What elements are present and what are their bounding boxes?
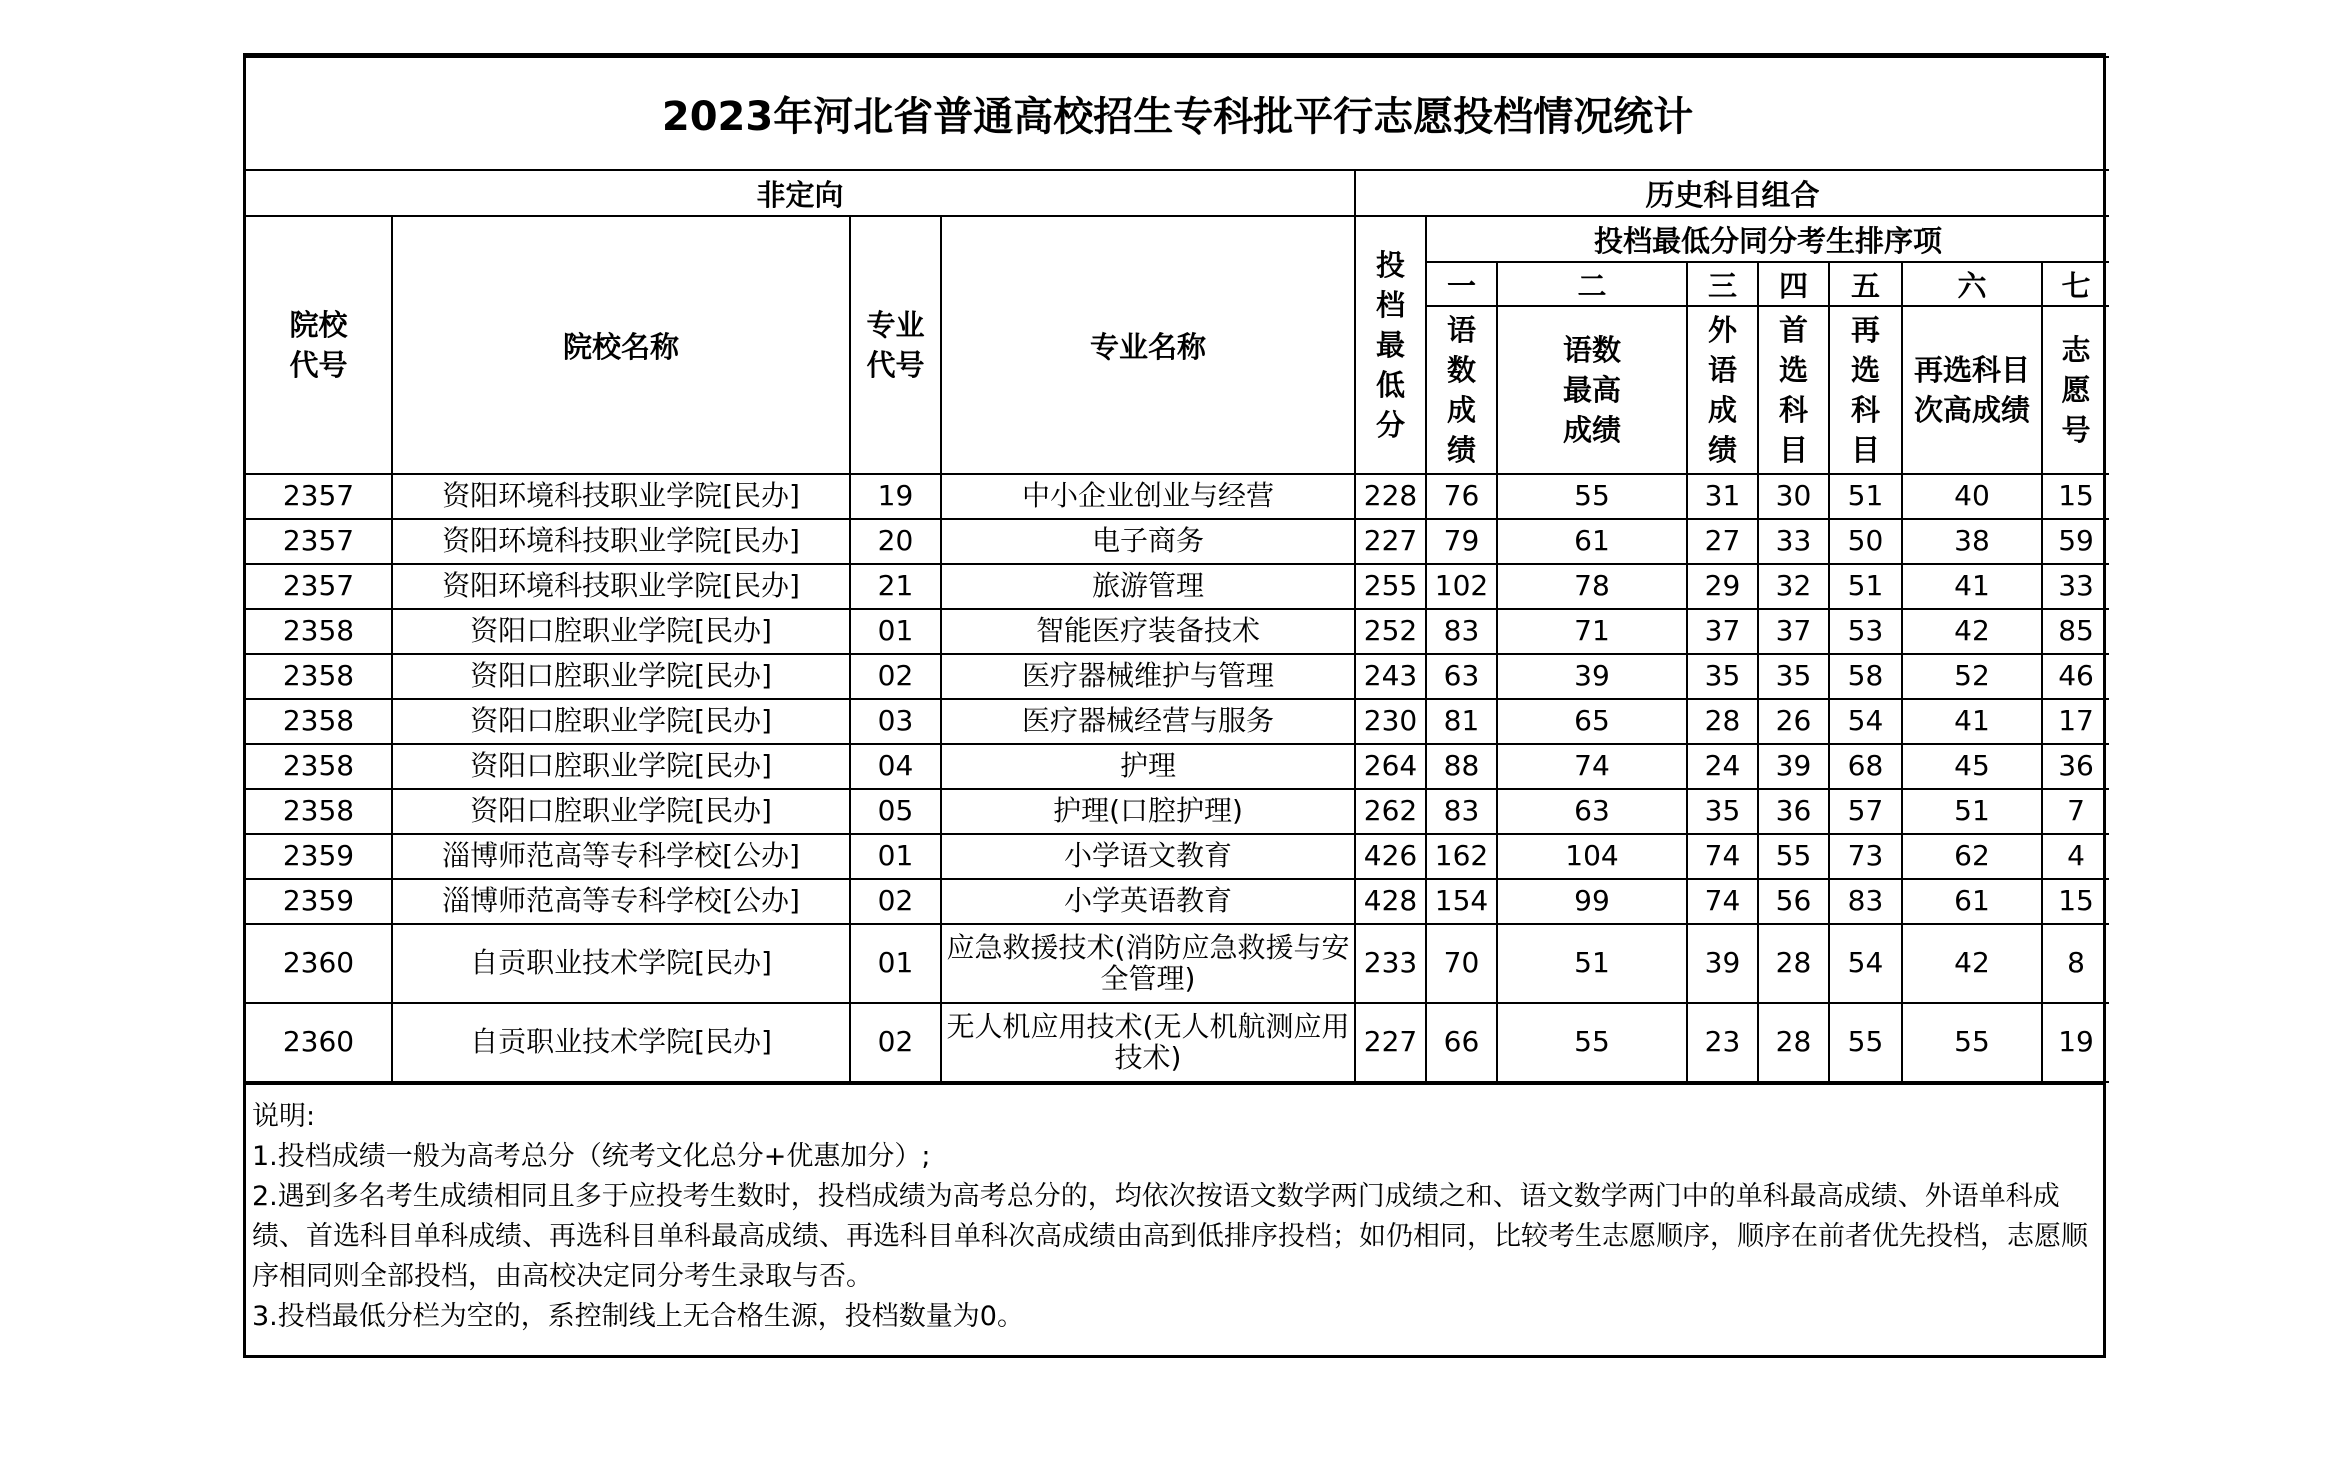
cell-major-name: 护理 xyxy=(941,744,1355,789)
rank-item-preference-number: 志 愿 号 xyxy=(2042,306,2109,474)
cell-rank-4: 35 xyxy=(1758,654,1829,699)
notes-heading: 说明: xyxy=(252,1101,316,1132)
cell-rank-3: 29 xyxy=(1687,564,1758,609)
table-row xyxy=(246,654,2109,699)
cell-school-code: 2360 xyxy=(246,924,392,1003)
header-major-name: 专业名称 xyxy=(941,216,1355,474)
cell-rank-2: 65 xyxy=(1497,699,1687,744)
cell-school-code: 2357 xyxy=(246,564,392,609)
cell-school-code: 2360 xyxy=(246,1003,392,1082)
note-item-1: 1.投档成绩一般为高考总分（统考文化总分+优惠加分）; xyxy=(252,1141,931,1172)
cell-major-name: 电子商务 xyxy=(941,519,1355,564)
cell-rank-7: 8 xyxy=(2042,924,2109,1003)
cell-rank-5: 55 xyxy=(1829,1003,1902,1082)
cell-rank-7: 7 xyxy=(2042,789,2109,834)
cell-rank-1: 88 xyxy=(1426,744,1497,789)
cell-rank-4: 36 xyxy=(1758,789,1829,834)
cell-rank-7: 15 xyxy=(2042,879,2109,924)
rank-item-second-subject-runner-up: 再选科目 次高成绩 xyxy=(1902,306,2042,474)
cell-min-score: 255 xyxy=(1355,564,1426,609)
cell-rank-1: 83 xyxy=(1426,789,1497,834)
notes-section xyxy=(246,1083,2103,1355)
cell-major-name: 中小企业创业与经营 xyxy=(941,474,1355,519)
cell-major-code: 01 xyxy=(850,834,941,879)
cell-rank-6: 41 xyxy=(1902,699,2042,744)
note-item-2: 2.遇到多名考生成绩相同且多于应投考生数时，投档成绩为高考总分的，均依次按语文数学两门成绩之和、语文数学两门中的单科最高成绩、外语单科成绩、首选科目单科成绩、再选科目单科最高成绩、再选科目单科次高成绩由高到低排序投档；如仍相同，比较考生志愿顺序，顺序在前者优先投档，志愿顺序相同则全部投档，由高校决定同分考生录取与否。 xyxy=(252,1181,2088,1292)
rank-item-second-subject: 再 选 科 目 xyxy=(1829,306,1902,474)
cell-rank-2: 63 xyxy=(1497,789,1687,834)
cell-major-name: 无人机应用技术(无人机航测应用技术) xyxy=(941,1003,1355,1082)
cell-rank-5: 58 xyxy=(1829,654,1902,699)
cell-rank-3: 74 xyxy=(1687,879,1758,924)
cell-rank-4: 33 xyxy=(1758,519,1829,564)
cell-rank-1: 81 xyxy=(1426,699,1497,744)
cell-rank-6: 45 xyxy=(1902,744,2042,789)
cell-rank-7: 19 xyxy=(2042,1003,2109,1082)
rank-item-chinese-math-score: 语 数 成 绩 xyxy=(1426,306,1497,474)
table-row xyxy=(246,789,2109,834)
cell-rank-3: 27 xyxy=(1687,519,1758,564)
cell-major-name: 医疗器械经营与服务 xyxy=(941,699,1355,744)
table-row xyxy=(246,564,2109,609)
rank-number-7: 七 xyxy=(2042,262,2109,306)
cell-rank-1: 162 xyxy=(1426,834,1497,879)
rank-number-6: 六 xyxy=(1902,262,2042,306)
cell-rank-3: 39 xyxy=(1687,924,1758,1003)
cell-rank-4: 56 xyxy=(1758,879,1829,924)
group-header-subject-combo: 历史科目组合 xyxy=(1355,170,2109,216)
rank-number-2: 二 xyxy=(1497,262,1687,306)
cell-major-name: 小学语文教育 xyxy=(941,834,1355,879)
cell-major-code: 19 xyxy=(850,474,941,519)
header-school-name: 院校名称 xyxy=(392,216,850,474)
cell-rank-5: 54 xyxy=(1829,699,1902,744)
cell-rank-6: 51 xyxy=(1902,789,2042,834)
cell-rank-4: 30 xyxy=(1758,474,1829,519)
cell-rank-5: 83 xyxy=(1829,879,1902,924)
cell-min-score: 252 xyxy=(1355,609,1426,654)
cell-major-name: 医疗器械维护与管理 xyxy=(941,654,1355,699)
cell-major-code: 20 xyxy=(850,519,941,564)
cell-rank-7: 59 xyxy=(2042,519,2109,564)
table-row xyxy=(246,699,2109,744)
cell-min-score: 243 xyxy=(1355,654,1426,699)
cell-school-name: 淄博师范高等专科学校[公办] xyxy=(392,834,850,879)
rank-item-first-subject: 首 选 科 目 xyxy=(1758,306,1829,474)
rank-item-foreign-language: 外 语 成 绩 xyxy=(1687,306,1758,474)
header-rank-group: 投档最低分同分考生排序项 xyxy=(1426,216,2109,262)
cell-rank-6: 55 xyxy=(1902,1003,2042,1082)
cell-min-score: 227 xyxy=(1355,1003,1426,1082)
cell-rank-3: 31 xyxy=(1687,474,1758,519)
cell-rank-4: 26 xyxy=(1758,699,1829,744)
cell-major-code: 02 xyxy=(850,1003,941,1082)
rank-number-5: 五 xyxy=(1829,262,1902,306)
table-row xyxy=(246,924,2109,1003)
cell-rank-6: 62 xyxy=(1902,834,2042,879)
cell-major-name: 应急救援技术(消防应急救援与安全管理) xyxy=(941,924,1355,1003)
cell-rank-3: 35 xyxy=(1687,654,1758,699)
cell-major-name: 护理(口腔护理) xyxy=(941,789,1355,834)
cell-rank-7: 85 xyxy=(2042,609,2109,654)
cell-rank-2: 99 xyxy=(1497,879,1687,924)
cell-school-code: 2359 xyxy=(246,834,392,879)
cell-major-name: 智能医疗装备技术 xyxy=(941,609,1355,654)
cell-school-name: 资阳环境科技职业学院[民办] xyxy=(392,564,850,609)
cell-school-code: 2358 xyxy=(246,789,392,834)
cell-rank-4: 39 xyxy=(1758,744,1829,789)
cell-rank-1: 76 xyxy=(1426,474,1497,519)
page-title: 2023年河北省普通高校招生专科批平行志愿投档情况统计 xyxy=(246,57,2109,170)
cell-major-code: 04 xyxy=(850,744,941,789)
cell-rank-2: 55 xyxy=(1497,1003,1687,1082)
cell-major-code: 05 xyxy=(850,789,941,834)
cell-rank-5: 57 xyxy=(1829,789,1902,834)
cell-min-score: 228 xyxy=(1355,474,1426,519)
cell-rank-3: 23 xyxy=(1687,1003,1758,1082)
cell-school-code: 2358 xyxy=(246,654,392,699)
rank-number-3: 三 xyxy=(1687,262,1758,306)
rank-item-chinese-math-max: 语数 最高 成绩 xyxy=(1497,306,1687,474)
cell-major-code: 02 xyxy=(850,654,941,699)
cell-rank-5: 51 xyxy=(1829,474,1902,519)
cell-rank-5: 73 xyxy=(1829,834,1902,879)
cell-rank-6: 42 xyxy=(1902,924,2042,1003)
table-row xyxy=(246,834,2109,879)
cell-school-name: 资阳口腔职业学院[民办] xyxy=(392,789,850,834)
cell-rank-7: 15 xyxy=(2042,474,2109,519)
cell-rank-4: 28 xyxy=(1758,1003,1829,1082)
table-row xyxy=(246,744,2109,789)
table-row xyxy=(246,879,2109,924)
cell-rank-1: 79 xyxy=(1426,519,1497,564)
cell-rank-7: 4 xyxy=(2042,834,2109,879)
cell-rank-2: 78 xyxy=(1497,564,1687,609)
cell-major-code: 02 xyxy=(850,879,941,924)
group-header-non-directed: 非定向 xyxy=(246,170,1355,216)
cell-min-score: 264 xyxy=(1355,744,1426,789)
rank-number-4: 四 xyxy=(1758,262,1829,306)
cell-rank-5: 51 xyxy=(1829,564,1902,609)
admission-table xyxy=(246,56,2109,1083)
cell-rank-5: 50 xyxy=(1829,519,1902,564)
cell-min-score: 233 xyxy=(1355,924,1426,1003)
cell-school-name: 资阳口腔职业学院[民办] xyxy=(392,744,850,789)
cell-school-name: 资阳口腔职业学院[民办] xyxy=(392,609,850,654)
cell-rank-1: 70 xyxy=(1426,924,1497,1003)
cell-major-code: 01 xyxy=(850,609,941,654)
cell-school-code: 2357 xyxy=(246,474,392,519)
cell-rank-2: 39 xyxy=(1497,654,1687,699)
cell-school-name: 资阳环境科技职业学院[民办] xyxy=(392,474,850,519)
cell-rank-2: 61 xyxy=(1497,519,1687,564)
cell-rank-7: 46 xyxy=(2042,654,2109,699)
cell-rank-7: 36 xyxy=(2042,744,2109,789)
cell-rank-5: 54 xyxy=(1829,924,1902,1003)
cell-rank-2: 71 xyxy=(1497,609,1687,654)
cell-school-code: 2358 xyxy=(246,609,392,654)
table-row xyxy=(246,519,2109,564)
cell-min-score: 227 xyxy=(1355,519,1426,564)
cell-rank-1: 66 xyxy=(1426,1003,1497,1082)
cell-school-name: 淄博师范高等专科学校[公办] xyxy=(392,879,850,924)
cell-min-score: 426 xyxy=(1355,834,1426,879)
cell-school-name: 自贡职业技术学院[民办] xyxy=(392,1003,850,1082)
cell-rank-7: 17 xyxy=(2042,699,2109,744)
cell-school-code: 2358 xyxy=(246,744,392,789)
cell-rank-1: 63 xyxy=(1426,654,1497,699)
cell-min-score: 428 xyxy=(1355,879,1426,924)
cell-rank-6: 40 xyxy=(1902,474,2042,519)
cell-min-score: 262 xyxy=(1355,789,1426,834)
cell-rank-1: 102 xyxy=(1426,564,1497,609)
rank-number-1: 一 xyxy=(1426,262,1497,306)
cell-school-name: 资阳口腔职业学院[民办] xyxy=(392,654,850,699)
cell-rank-3: 37 xyxy=(1687,609,1758,654)
header-min-score: 投 档 最 低 分 xyxy=(1355,216,1426,474)
cell-rank-5: 68 xyxy=(1829,744,1902,789)
cell-rank-5: 53 xyxy=(1829,609,1902,654)
cell-rank-7: 33 xyxy=(2042,564,2109,609)
table-row xyxy=(246,474,2109,519)
cell-rank-1: 83 xyxy=(1426,609,1497,654)
note-item-3: 3.投档最低分栏为空的，系控制线上无合格生源，投档数量为0。 xyxy=(252,1301,1024,1332)
header-school-code: 院校 代号 xyxy=(246,216,392,474)
cell-major-code: 03 xyxy=(850,699,941,744)
cell-rank-6: 61 xyxy=(1902,879,2042,924)
cell-rank-3: 28 xyxy=(1687,699,1758,744)
cell-rank-3: 35 xyxy=(1687,789,1758,834)
cell-rank-1: 154 xyxy=(1426,879,1497,924)
cell-rank-6: 52 xyxy=(1902,654,2042,699)
cell-school-name: 资阳环境科技职业学院[民办] xyxy=(392,519,850,564)
cell-rank-2: 104 xyxy=(1497,834,1687,879)
cell-rank-4: 55 xyxy=(1758,834,1829,879)
table-row xyxy=(246,1003,2109,1082)
cell-school-code: 2357 xyxy=(246,519,392,564)
cell-rank-4: 37 xyxy=(1758,609,1829,654)
cell-school-name: 自贡职业技术学院[民办] xyxy=(392,924,850,1003)
cell-rank-2: 55 xyxy=(1497,474,1687,519)
cell-rank-6: 41 xyxy=(1902,564,2042,609)
cell-school-name: 资阳口腔职业学院[民办] xyxy=(392,699,850,744)
table-row xyxy=(246,609,2109,654)
cell-school-code: 2359 xyxy=(246,879,392,924)
cell-major-code: 01 xyxy=(850,924,941,1003)
cell-major-name: 小学英语教育 xyxy=(941,879,1355,924)
cell-rank-6: 38 xyxy=(1902,519,2042,564)
cell-major-code: 21 xyxy=(850,564,941,609)
cell-rank-4: 32 xyxy=(1758,564,1829,609)
cell-school-code: 2358 xyxy=(246,699,392,744)
cell-min-score: 230 xyxy=(1355,699,1426,744)
cell-rank-4: 28 xyxy=(1758,924,1829,1003)
cell-rank-2: 51 xyxy=(1497,924,1687,1003)
score-sheet xyxy=(243,53,2106,1358)
cell-rank-6: 42 xyxy=(1902,609,2042,654)
cell-major-name: 旅游管理 xyxy=(941,564,1355,609)
cell-rank-2: 74 xyxy=(1497,744,1687,789)
header-major-code: 专业 代号 xyxy=(850,216,941,474)
cell-rank-3: 24 xyxy=(1687,744,1758,789)
cell-rank-3: 74 xyxy=(1687,834,1758,879)
